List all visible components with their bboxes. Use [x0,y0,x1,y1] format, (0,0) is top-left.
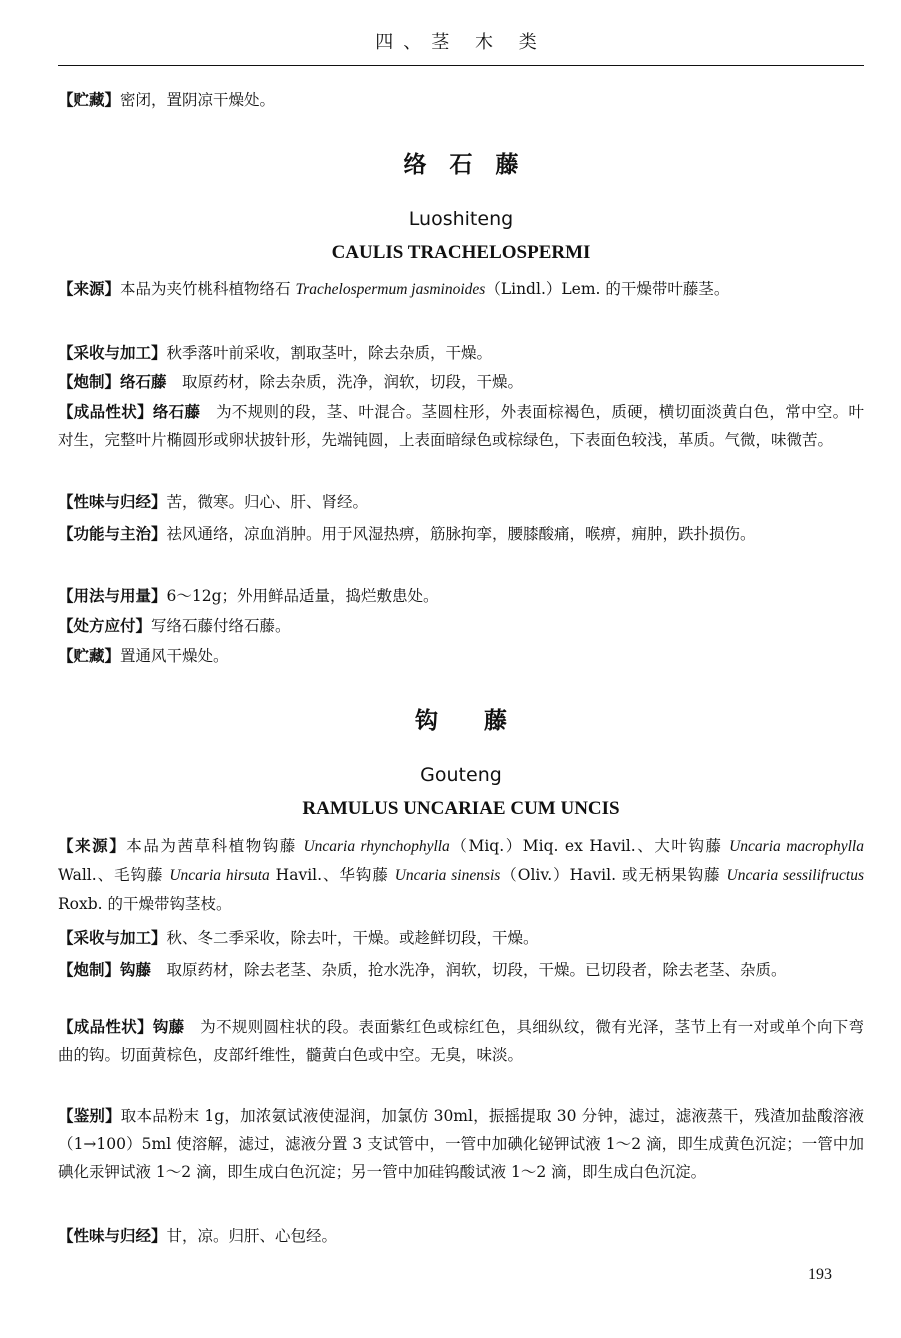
nature-paragraph [58,488,864,516]
paragraph-text: 秋季落叶前采收，割取茎叶，除去杂质，干燥。 [166,344,493,362]
paragraph-text: （Oliv.）Havil. 或无柄果钩藤 [500,866,727,884]
paragraph-text: 为不规则的段，茎、叶混合。茎圆柱形，外表面棕褐色，质硬，横切面淡黄白色，常中空。叶对生，完整叶片椭圆形或卵状披针形，先端钝圆，上表面暗绿色或棕绿色，下表面色较浅，革质。气微，味微苦。 [58,403,864,449]
subject-label: 钩藤 [152,1018,185,1036]
paragraph-text: Roxb. 的干燥带钩茎枝。 [58,895,232,913]
latin-species: Uncaria sinensis [394,867,501,884]
traits-paragraph [58,398,864,454]
paragraph-text: 本品为夹竹桃科植物络石 [120,280,296,298]
herb-heading: 钩 藤 [415,708,507,734]
prescription-paragraph [58,612,864,640]
running-header: 四、茎 木 类 [375,32,547,53]
section-tag: 【成品性状】 [58,1018,153,1036]
latin-species: Uncaria hirsuta [169,867,270,884]
herb-latin-name: RAMULUS UNCARIAE CUM UNCIS [302,798,620,819]
storage-paragraph [58,642,864,670]
section-tag: 【成品性状】 [58,403,153,421]
paragraph-text: 秋、冬二季采收，除去叶，干燥。或趁鲜切段，干燥。 [166,929,539,947]
section-tag: 【贮藏】 [58,647,121,665]
source-paragraph [58,832,864,918]
section-tag: 【采收与加工】 [58,929,167,947]
page-number: 193 [808,1266,832,1283]
herb-pinyin: Gouteng [420,764,502,786]
subject-label: 钩藤 [120,961,152,979]
dosage-paragraph [58,582,864,610]
section-tag: 【鉴别】 [58,1107,121,1125]
harvest-paragraph [58,924,864,952]
section-tag: 【来源】 [58,280,121,298]
latin-species: Uncaria sessilifructus [726,867,864,884]
paragraph-text: 取原药材，除去老茎、杂质，抢水洗净，润软，切段，干燥。已切段者，除去老茎、杂质。 [151,961,787,979]
traits-paragraph [58,1013,864,1069]
herb-heading: 络 石 藤 [403,152,519,178]
subject-label: 络石藤 [152,403,201,421]
storage-paragraph-prev [58,86,864,114]
section-tag: 【贮藏】 [58,91,121,109]
paragraph-text: 祛风通络，凉血消肿。用于风湿热痹，筋脉拘挛，腰膝酸痛，喉痹，痈肿，跌扑损伤。 [166,525,756,543]
section-tag: 【用法与用量】 [58,587,167,605]
processing-paragraph [58,956,864,984]
section-tag: 【来源】 [58,837,127,855]
paragraph-text: 为不规则圆柱状的段。表面紫红色或棕红色，具细纵纹，微有光泽，茎节上有一对或单个向下弯曲的钩。切面黄棕色，皮部纤维性，髓黄白色或中空。无臭，味淡。 [58,1018,864,1064]
paragraph-text: 取本品粉末 1g，加浓氨试液使湿润，加氯仿 30ml，振摇提取 30 分钟，滤过，滤液蒸干，残渣加盐酸溶液（1→100）5ml 使溶解，滤过，滤液分置 3 支试管中，一管中加碘化铋钾试液 1～2 滴，即生成黄色沉淀；一管中加碘化汞钾试液 1～2 滴，即生成白色沉淀；另一管中加硅钨酸试液 1～2 滴，即生成白色沉淀。 [58,1107,864,1181]
section-tag: 【处方应付】 [58,617,152,635]
processing-paragraph [58,368,864,396]
paragraph-text: Havil.、华钩藤 [269,866,395,884]
section-tag: 【采收与加工】 [58,344,167,362]
source-paragraph [58,275,864,304]
paragraph-text: 甘，凉。归肝、心包经。 [166,1227,338,1245]
paragraph-text: （Miq.）Miq. ex Havil.、大叶钩藤 [449,837,730,855]
paragraph-text: 置通风干燥处。 [120,647,229,665]
function-paragraph [58,520,864,548]
paragraph-text: 6～12g；外用鲜品适量，捣烂敷患处。 [166,587,439,605]
section-tag: 【炮制】 [58,373,121,391]
paragraph-text: Wall.、毛钩藤 [58,866,170,884]
paragraph-text: 取原药材，除去杂质，洗净，润软，切段，干燥。 [166,373,524,391]
paragraph-text: 密闭，置阴凉干燥处。 [120,91,276,109]
identification-paragraph [58,1102,864,1186]
section-tag: 【炮制】 [58,961,121,979]
subject-label: 络石藤 [120,373,167,391]
paragraph-text: 写络石藤付络石藤。 [151,617,291,635]
nature-paragraph [58,1222,864,1250]
herb-latin-name: CAULIS TRACHELOSPERMI [331,242,591,263]
header-rule [58,65,864,66]
paragraph-text: 本品为茜草科植物钩藤 [126,837,304,855]
paragraph-text: （Lindl.）Lem. 的干燥带叶藤茎。 [485,280,730,298]
latin-species: Trachelospermum jasminoides [295,281,486,298]
harvest-paragraph [58,339,864,367]
latin-species: Uncaria macrophylla [729,838,864,855]
section-tag: 【性味与归经】 [58,493,167,511]
herb-pinyin: Luoshiteng [408,208,514,230]
latin-species: Uncaria rhynchophylla [303,838,450,855]
section-tag: 【功能与主治】 [58,525,167,543]
paragraph-text: 苦，微寒。归心、肝、肾经。 [166,493,369,511]
section-tag: 【性味与归经】 [58,1227,167,1245]
